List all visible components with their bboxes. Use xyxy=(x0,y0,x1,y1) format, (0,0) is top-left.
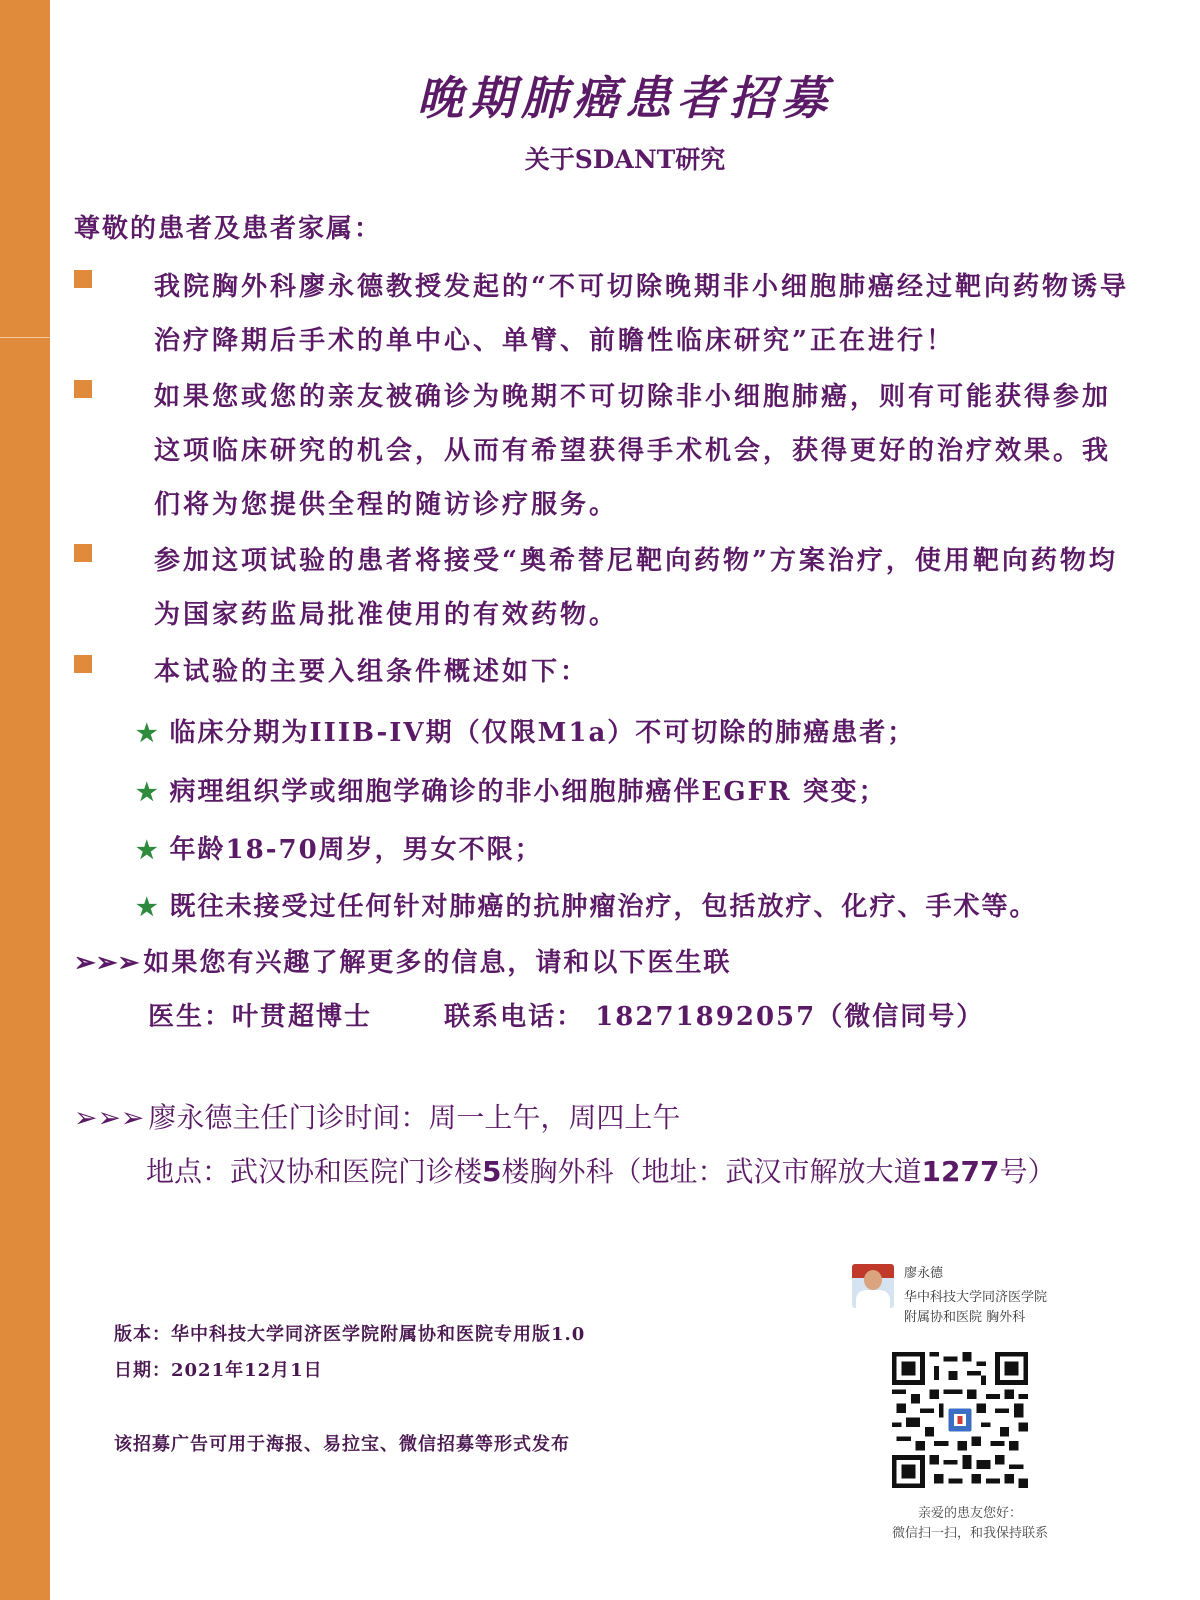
star-icon: ★ xyxy=(136,718,160,747)
clinic-place: 地点：武汉协和医院门诊楼5楼胸外科（地址：武汉市解放大道1277号） xyxy=(146,1155,1056,1188)
criteria-item xyxy=(136,829,1186,866)
accent-divider xyxy=(0,337,50,338)
criteria-text: 临床分期为IIIB-IV期（仅限M1a）不可切除的肺癌患者； xyxy=(169,718,916,748)
doctor-name: 廖永德 xyxy=(904,1266,944,1281)
greeting: 尊敬的患者及患者家属： xyxy=(74,214,383,244)
bullet-text: 如果您或您的亲友被确诊为晚期不可切除非小细胞肺癌，则有可能获得参加这项临床研究的机会，从而有希望获得手术机会，获得更好的治疗效果。我们将为您提供全程的随访诊疗服务。 xyxy=(154,382,1112,520)
usage-text: 该招募广告可用于海报、易拉宝、微信招募等形式发布 xyxy=(114,1434,570,1455)
contact-intro-text: 如果您有兴趣了解更多的信息，请和以下医生联 xyxy=(143,948,732,978)
star-icon: ★ xyxy=(136,892,160,921)
arrow-icon: ➢➢➢ xyxy=(74,948,140,978)
arrow-icon: ➢➢➢ xyxy=(74,1101,145,1134)
bullet-item xyxy=(74,260,1134,368)
criteria-item xyxy=(136,712,1186,749)
contact-doctor: 医生：叶贯超博士 xyxy=(148,1002,373,1032)
doctor-card xyxy=(852,1262,1092,1342)
contact-intro xyxy=(74,942,731,979)
criteria-item xyxy=(136,886,1186,923)
bullet-text: 我院胸外科廖永德教授发起的“不可切除晚期非小细胞肺癌经过靶向药物诱导治疗降期后手术的单中心、单臂、前瞻性临床研究”正在进行！ xyxy=(154,272,1129,356)
bullet-square-icon xyxy=(74,270,92,288)
avatar xyxy=(852,1264,894,1308)
qr-note-line1: 亲爱的患友您好： xyxy=(917,1506,1022,1521)
contact-phone[interactable]: 18271892057（微信同号） xyxy=(595,1002,985,1032)
version-text: 版本：华中科技大学同济医学院附属协和医院专用版1.0 xyxy=(114,1324,586,1345)
bullet-square-icon xyxy=(74,655,92,673)
star-icon: ★ xyxy=(136,835,160,864)
doctor-org-line2: 附属协和医院 胸外科 xyxy=(904,1310,1026,1325)
criteria-text: 年龄18-70周岁，男女不限； xyxy=(169,835,543,865)
bullet-text: 参加这项试验的患者将接受“奥希替尼靶向药物”方案治疗，使用靶向药物均为国家药监局批准使用的有效药物。 xyxy=(154,546,1118,630)
doctor-org-line1: 华中科技大学同济医学院 xyxy=(904,1290,1048,1305)
star-icon: ★ xyxy=(136,777,160,806)
contact-detail xyxy=(148,996,984,1033)
contact-phone-label: 联系电话： xyxy=(444,1002,585,1032)
bullet-item xyxy=(74,645,1134,699)
criteria-item xyxy=(136,771,1186,808)
bullet-item xyxy=(74,370,1134,532)
criteria-text: 既往未接受过任何针对肺癌的抗肿瘤治疗，包括放疗、化疗、手术等。 xyxy=(169,892,1038,922)
page-subtitle: 关于SDANT研究 xyxy=(524,145,726,174)
clinic-time-text: 廖永德主任门诊时间：周一上午，周四上午 xyxy=(148,1101,681,1134)
bullet-item xyxy=(74,534,1134,642)
page-title: 晚期肺癌患者招募 xyxy=(417,71,833,125)
date-text: 日期：2021年12月1日 xyxy=(114,1360,323,1381)
clinic-time xyxy=(74,1096,680,1136)
bullet-square-icon xyxy=(74,544,92,562)
criteria-text: 病理组织学或细胞学确诊的非小细胞肺癌伴EGFR 突变； xyxy=(169,777,887,807)
qr-note-line2: 微信扫一扫，和我保持联系 xyxy=(891,1526,1048,1541)
left-accent-bar xyxy=(0,0,50,1600)
qr-code[interactable] xyxy=(892,1352,1028,1488)
bullet-square-icon xyxy=(74,380,92,398)
bullet-text: 本试验的主要入组条件概述如下： xyxy=(154,657,590,687)
